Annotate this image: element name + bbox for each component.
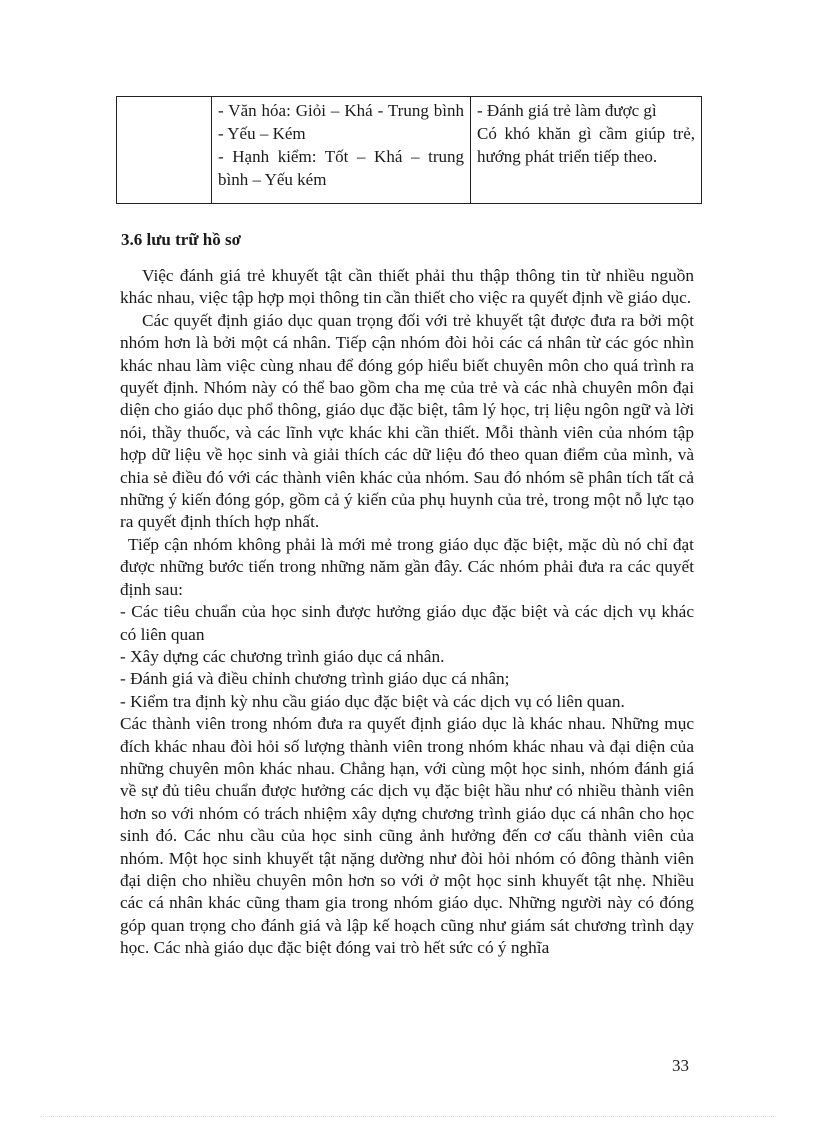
table-line: - Hạnh kiểm: Tốt – Khá – trung bình – Yếu kém [218, 147, 464, 189]
table-line: Có khó khăn gì cầm giúp trẻ, hướng phát triển tiếp theo. [477, 124, 695, 166]
page-number: 33 [672, 1056, 689, 1075]
list-item: - Kiểm tra định kỳ nhu cầu giáo dục đặc biệt và các dịch vụ có liên quan. [120, 691, 625, 711]
list-item: - Đánh giá và điều chỉnh chương trình giáo dục cá nhân; [120, 669, 510, 689]
footer-divider [40, 1116, 776, 1117]
table-cell-assessment [471, 97, 701, 203]
paragraph: Tiếp cận nhóm không phải là mới mẻ trong giáo dục đặc biệt, mặc dù nó chỉ đạt được những bước tiến trong những năm gần đây. Các nhóm phải đưa ra các quyết định sau: [120, 534, 694, 599]
paragraph: Các thành viên trong nhóm đưa ra quyết định giáo dục là khác nhau. Những mục đích khác nhau đòi hỏi số lượng thành viên trong nhóm khác nhau và đại diện của những chuyên môn khác nhau. Chẳng hạn, với cùng một học sinh, nhóm đánh giá về sự đủ tiêu chuẩn được hưởng các dịch vụ đặc biệt hầu như có nhiều thành viên hơn so với nhóm có trách nhiệm xây dựng chương trình giáo dục cá nhân cho học sinh đó. Các nhu cầu của học sinh cũng ảnh hưởng đến cơ cấu thành viên của nhóm. Một học sinh khuyết tật nặng dường như đòi hỏi nhóm có đông thành viên đại diện cho nhiều chuyên môn hơn so với ở một học sinh khuyết tật nhẹ. Nhiều các cá nhân khác cũng tham gia trong nhóm giáo dục. Những người này có đóng góp quan trọng cho đánh giá và lập kế hoạch cũng như giám sát chương trình dạy học. Các nhà giáo dục đặc biệt đóng vai trò hết sức có ý nghĩa [120, 714, 694, 958]
table-cell-empty [117, 97, 212, 203]
table-line: - Văn hóa: Giỏi – Khá - Trung bình - Yếu – Kém [218, 101, 464, 143]
assessment-table [116, 96, 702, 204]
table-cell-criteria [212, 97, 471, 203]
section-heading: 3.6 lưu trữ hồ sơ [121, 230, 242, 249]
body-text [120, 265, 694, 960]
paragraph: Các quyết định giáo dục quan trọng đối với trẻ khuyết tật được đưa ra bởi một nhóm hơn là bởi một cá nhân. Tiếp cận nhóm đòi hỏi các cá nhân từ các góc nhìn khác nhau làm việc cùng nhau để đóng góp hiểu biết chuyên môn cho quá trình ra quyết định. Nhóm này có thể bao gồm cha mẹ của trẻ và các nhà chuyên môn đại diện cho giáo dục phổ thông, giáo dục đặc biệt, tâm lý học, trị liệu ngôn ngữ và lời nói, thầy thuốc, và các lĩnh vực khác khi cần thiết. Mỗi thành viên của nhóm tập hợp dữ liệu về học sinh và giải thích các dữ liệu đó theo quan điểm của mình, và chia sẻ điều đó với các thành viên khác của nhóm. Sau đó nhóm sẽ phân tích tất cả những ý kiến đóng góp, gồm cả ý kiến của phụ huynh của trẻ, trong một nỗ lực tạo ra quyết định thích hợp nhất. [120, 310, 694, 532]
paragraph: Việc đánh giá trẻ khuyết tật cần thiết phải thu thập thông tin từ nhiều nguồn khác nhau, việc tập hợp mọi thông tin cần thiết cho việc ra quyết định về giáo dục. [120, 266, 694, 308]
list-item: - Các tiêu chuẩn của học sinh được hưởng giáo dục đặc biệt và các dịch vụ khác có liên quan [120, 602, 694, 644]
list-item: - Xây dựng các chương trình giáo dục cá nhân. [120, 646, 445, 666]
table-line: - Đánh giá trẻ làm được gì [477, 101, 657, 120]
